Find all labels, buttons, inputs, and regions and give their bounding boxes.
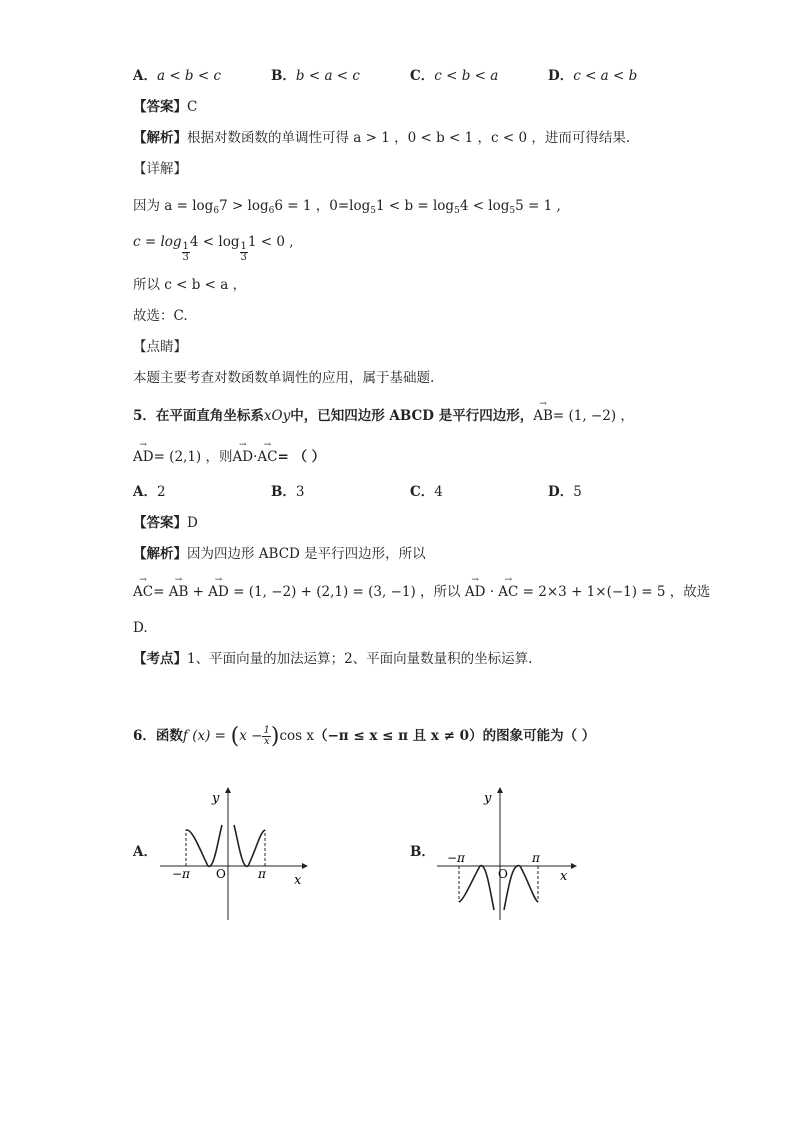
- q4-option-d: D．c < a < b: [548, 68, 638, 84]
- calc-vector-ac-2: → AC: [498, 582, 518, 602]
- graph-a: [160, 780, 320, 925]
- q4-comment: 本题主要考查对数函数单调性的应用，属于基础题.: [133, 370, 435, 386]
- q4-option-b-text: b < a < c: [295, 68, 360, 84]
- q4-analysis: 【解析】根据对数函数的单调性可得 a > 1 ，0 < b < 1 ，c < 0 ，进而可得结果.: [133, 130, 631, 146]
- graph-b-curve-right: [504, 866, 538, 910]
- vector-ad-2: → AD: [232, 447, 253, 467]
- q4-detail-line-3: 所以 c < b < a ，: [133, 277, 247, 293]
- q4-answer: 【答案】C: [133, 99, 198, 115]
- graph-b-curve-left: [459, 866, 494, 910]
- calc-vector-ac: → AC: [133, 582, 153, 602]
- q5-calc-line: → AC= → AB + → AD = (1, −2) + (2,1) = (3, −1) ，所以 → AD · → AC = 2×3 + 1×(−1) = 5 ，故选: [133, 582, 710, 602]
- q4-option-d-text: c < a < b: [573, 68, 638, 84]
- graph-a-curve-left: [186, 825, 222, 866]
- q4-option-a: A．a < b < c: [133, 68, 222, 84]
- q5-stem-line-1: 5．在平面直角坐标系xOy中，已知四边形 ABCD 是平行四边形，→ AB= (1, −2) ，: [133, 406, 634, 426]
- q4-option-b: B．b < a < c: [271, 68, 360, 84]
- graph-b-label: B．: [410, 844, 435, 860]
- calc-vector-ad: → AD: [208, 582, 229, 602]
- q4-detail-line-2: c = log $\frac{1}{3}$ 4 < log $\frac{1}{3}$ 1 < 0 ,: [133, 234, 294, 263]
- q4-detail-line-1: 因为 $a = \log_67 > \log_66 = 1$ ，$0=\log_51 < b = \log_54 < \log_55 = 1$ ,: [133, 198, 561, 216]
- q5-calc-end: D.: [133, 620, 148, 636]
- q5-option-a-text: 2: [156, 484, 166, 500]
- q5-stem-line-2: → AD= (2,1) ，则→ AD·→ AC= （ ）: [133, 447, 325, 467]
- calc-vector-ad-2: → AD: [465, 582, 486, 602]
- q5-analysis: 【解析】因为四边形 ABCD 是平行四边形，所以: [133, 546, 426, 562]
- q4-comment-tag: 【点睛】: [133, 339, 187, 355]
- q5-option-d-text: 5: [573, 484, 582, 500]
- graph-b-origin-label: O: [498, 867, 508, 881]
- graph-a-label: A．: [133, 844, 157, 860]
- q5-answer: 【答案】D: [133, 515, 198, 531]
- q5-option-c: C．4: [410, 484, 443, 500]
- vector-ab: → AB: [533, 406, 553, 426]
- vector-ac: → AC: [257, 447, 277, 467]
- graph-b-x-label: x: [560, 869, 568, 884]
- q4-detail-line-4: 故选：C.: [133, 308, 188, 324]
- q4-option-c: C．c < b < a: [410, 68, 499, 84]
- graph-a-curve-right: [234, 825, 265, 866]
- graph-a-origin-label: O: [216, 867, 226, 881]
- q4-detail-tag: 【详解】: [133, 161, 187, 177]
- q5-option-a: A．2: [133, 484, 166, 500]
- graph-a-neg-pi-label: −π: [172, 867, 190, 881]
- graph-b: [432, 780, 582, 925]
- q5-point: 【考点】1、平面向量的加法运算；2、平面向量数量积的坐标运算.: [133, 651, 533, 667]
- graph-b-neg-pi-label: −π: [447, 851, 465, 865]
- graph-b-pi-label: π: [532, 851, 540, 865]
- graph-a-x-label: x: [294, 873, 302, 888]
- q4-base-fraction: $\frac{1}{3}$: [182, 241, 189, 263]
- q5-option-d: D．5: [548, 484, 582, 500]
- graph-a-y-label: y: [212, 791, 220, 806]
- q5-option-c-text: 4: [434, 484, 443, 500]
- calc-vector-ab: → AB: [169, 582, 189, 602]
- q4-base-fraction-2: $\frac{1}{3}$: [240, 241, 247, 263]
- q4-option-a-text: a < b < c: [156, 68, 222, 84]
- graph-b-y-label: y: [484, 791, 492, 806]
- graph-a-pi-label: π: [258, 867, 266, 881]
- left-paren: (: [230, 724, 240, 749]
- right-paren: ): [270, 724, 280, 749]
- vector-ad: → AD: [133, 447, 154, 467]
- q6-stem: 6．函数f (x) = (x − $\frac{1}{x}$ )cos x（−π ≤ x ≤ π 且 x ≠ 0）的图象可能为（ ）: [133, 724, 596, 749]
- q5-option-b: B．3: [271, 484, 305, 500]
- q5-option-b-text: 3: [295, 484, 305, 500]
- q4-option-c-text: c < b < a: [434, 68, 499, 84]
- q6-fraction: $\frac{1}{x}$: [263, 725, 270, 747]
